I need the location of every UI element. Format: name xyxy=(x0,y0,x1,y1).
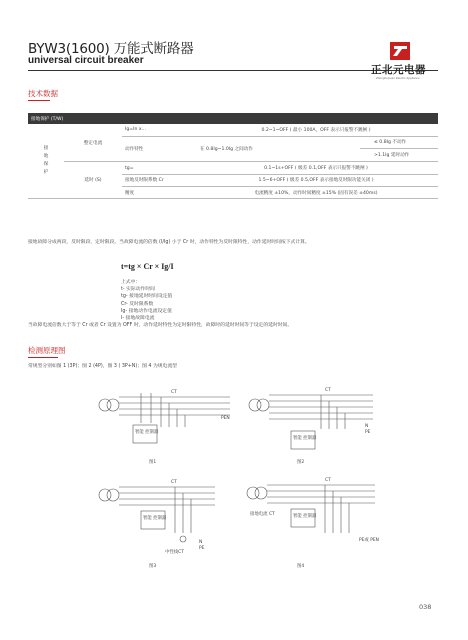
label-controller: 智能 控制器 xyxy=(293,514,317,519)
label-n: N xyxy=(365,424,369,429)
cell-text: >1.1Ig 延时动作 xyxy=(374,153,410,159)
figure-1-diagram xyxy=(99,393,230,443)
figure-caption: 图4 xyxy=(297,564,305,569)
label-controller: 智能 控制器 xyxy=(143,516,167,521)
section-title-diagram: 检测原理图 xyxy=(28,346,66,355)
row-label-delay: 延时 (S) xyxy=(64,162,122,199)
label-ct: CT xyxy=(325,388,331,393)
figure-caption: 图2 xyxy=(297,460,305,465)
brand-name: 正北元电器 xyxy=(371,64,426,76)
cell: 0.2~1~OFF ( 最小 100A，OFF 表示只报警不跳闸 ) xyxy=(194,124,438,136)
label-controller: 智能 控制器 xyxy=(135,430,159,435)
figure-4-diagram xyxy=(247,485,375,533)
paragraph: 常规型分别如图 1 (3P)；图 2 (4P)，图 3 ( 3P+N)；图 4 为规电流型 xyxy=(28,364,177,369)
label-pen: PEN xyxy=(221,416,230,421)
brand-tagline: Zhengbeiyuan Electric Appliance xyxy=(376,76,420,80)
table-header-row xyxy=(28,113,438,124)
label-pe: PE xyxy=(199,546,205,551)
legend-line: 上式中： xyxy=(121,280,141,285)
legend-line: t- 实际动作时间 xyxy=(121,287,155,293)
legend-line: I- 接地故障电流 xyxy=(121,316,155,322)
cell: 精度 xyxy=(122,186,194,198)
group-label: 接地保护 xyxy=(28,124,64,199)
label-n: N xyxy=(199,540,203,545)
label-ct: CT xyxy=(325,478,331,483)
cell: Ig=In x... xyxy=(122,124,194,136)
section-title-tech: 技术数据 xyxy=(28,89,58,98)
section-underline xyxy=(28,100,50,101)
legend-line: Ig- 接地动作电流设定值 xyxy=(121,308,172,314)
table-row xyxy=(28,124,438,136)
table-row xyxy=(28,162,438,174)
page-title: BYW3(1600) 万能式断路器 xyxy=(28,41,194,57)
paragraph: 接地故障分成两段，反时限段、定时限段。当故障电流的倍数 (I/Ig) 小于 Cr 时，动作特性为反时限特性，动作延时时间按下式计算。 xyxy=(28,240,310,245)
paragraph: 当故障电流倍数大于等于 Cr 或者 Cr 设置为 OFF 时，动作延时特性为定时限特性，故障时的延时时间等于设定的延时时间。 xyxy=(28,323,293,328)
legend xyxy=(121,279,321,322)
cell: 接地反时限系数 Cr xyxy=(122,174,194,186)
section-underline xyxy=(28,357,58,358)
label-pe-pen: PE或 PEN xyxy=(359,538,379,543)
cell: tg= xyxy=(122,162,194,174)
cell xyxy=(194,136,438,162)
label-ct: CT xyxy=(171,390,177,395)
label-ct: CT xyxy=(171,480,177,485)
cell-text: 在 0.8Ig~1.0Ig 之间动作 xyxy=(200,147,253,153)
legend-line: Cr- 反时限系数 xyxy=(121,301,154,307)
figure-3-diagram xyxy=(99,487,215,542)
cell: 1.5~6+OFF ( 级差 0.5,OFF 表示接地反时限功能关闭 ) xyxy=(194,174,438,186)
legend-line: tg- 接地延时时间设定值 xyxy=(121,294,173,300)
page-number: 038 xyxy=(419,603,432,611)
page-subtitle: universal circuit breaker xyxy=(28,55,144,66)
label-pe: PE xyxy=(365,430,371,435)
figure-caption: 图1 xyxy=(149,460,157,465)
cell: 0.1~1s+OFF ( 级差 0.1,OFF 表示只报警不跳闸 ) xyxy=(194,162,438,174)
wiring-diagrams xyxy=(95,383,395,573)
cell: 电流精度 ±10%，动作时间精度 ±15% (固有误差 ±40ms) xyxy=(194,186,438,198)
label-leak-ct: 接地电流 CT xyxy=(250,512,275,517)
formula: t=tg × Cr × Ig/I xyxy=(121,262,174,271)
figure-caption: 图3 xyxy=(149,564,157,569)
cell: 动作特性 xyxy=(122,136,194,162)
cell-text: ≤ 0.8Ig 不动作 xyxy=(360,137,438,149)
row-label-current: 整定电流 xyxy=(64,124,122,162)
label-controller: 智能 控制器 xyxy=(293,436,317,441)
table-header: 接地保护 (T/W) xyxy=(28,113,438,124)
spec-table xyxy=(28,113,438,199)
label-neutral-ct: 中性线CT xyxy=(165,550,184,555)
